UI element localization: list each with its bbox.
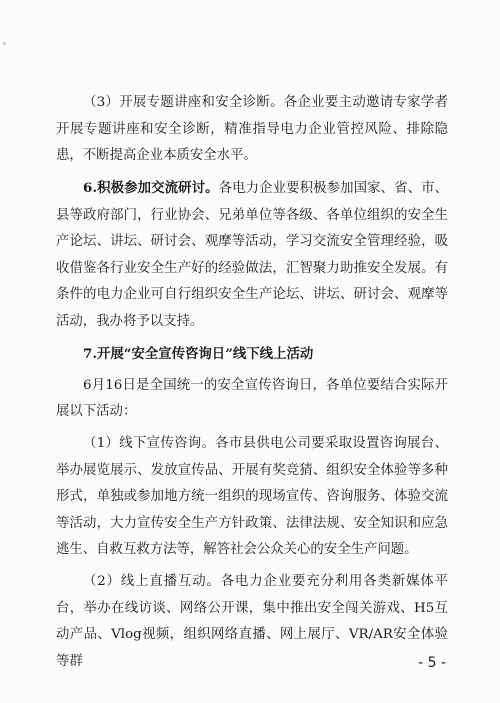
paragraph-text: 各电力企业要积极参加国家、省、市、县等政府部门，行业协会、兄弟单位等各级、各单位组织的安全生产论坛、讲坛、研讨会、观摩等活动，学习交流安全管理经验，吸收借鉴各行业安全生产好的经验做法，汇智聚力助推安全发展。有条件的电力企业可自行组织安全生产论坛、讲坛、研讨会、观摩等活动，我办将予以支持。: [56, 181, 448, 329]
paragraph-online-live: [56, 569, 448, 675]
scan-speck: [3, 42, 6, 45]
paragraph-offline-consultation: [56, 431, 448, 564]
page-number: - 5 -: [418, 655, 446, 671]
paragraph-consultation-day: [56, 373, 448, 426]
paragraph-exchange-seminar: [56, 175, 448, 335]
paragraph-text: （3）开展专题讲座和安全诊断。各企业要主动邀请专家学者开展专题讲座和安全诊断，精准指导电力企业管控风险、排除隐患，不断提高企业本质安全水平。: [56, 95, 448, 163]
document-body: [56, 90, 448, 681]
paragraph-text: 6月16日是全国统一的安全宣传咨询日，各单位要结合实际开展以下活动：: [56, 377, 448, 419]
paragraph-text: （2）线上直播互动。各电力企业要充分利用各类新媒体平台，举办在线访谈、网络公开课，集中推出安全闯关游戏、H5互动产品、Vlog视频，组织网络直播、网上展厅、VR/AR安全体验等群: [56, 574, 448, 669]
section-heading: 7.开展“安全宣传咨询日”线下线上活动: [83, 345, 314, 362]
section-lead: 6.积极参加交流研讨。: [83, 180, 219, 196]
paragraph-lecture-diagnosis: [56, 90, 448, 170]
paragraph-text: （1）线下宣传咨询。各市县供电公司要采取设置咨询展台、举办展览展示、发放宣传品、开展有奖竞猜、组织安全体验等多种形式，单独或参加地方统一组织的现场宣传、咨询服务、体验交流等活动，大力宣传安全生产方针政策、法律法规、安全知识和应急逃生、自救互救方法等，解答社会公众关心的安全生产问题。: [56, 436, 448, 557]
